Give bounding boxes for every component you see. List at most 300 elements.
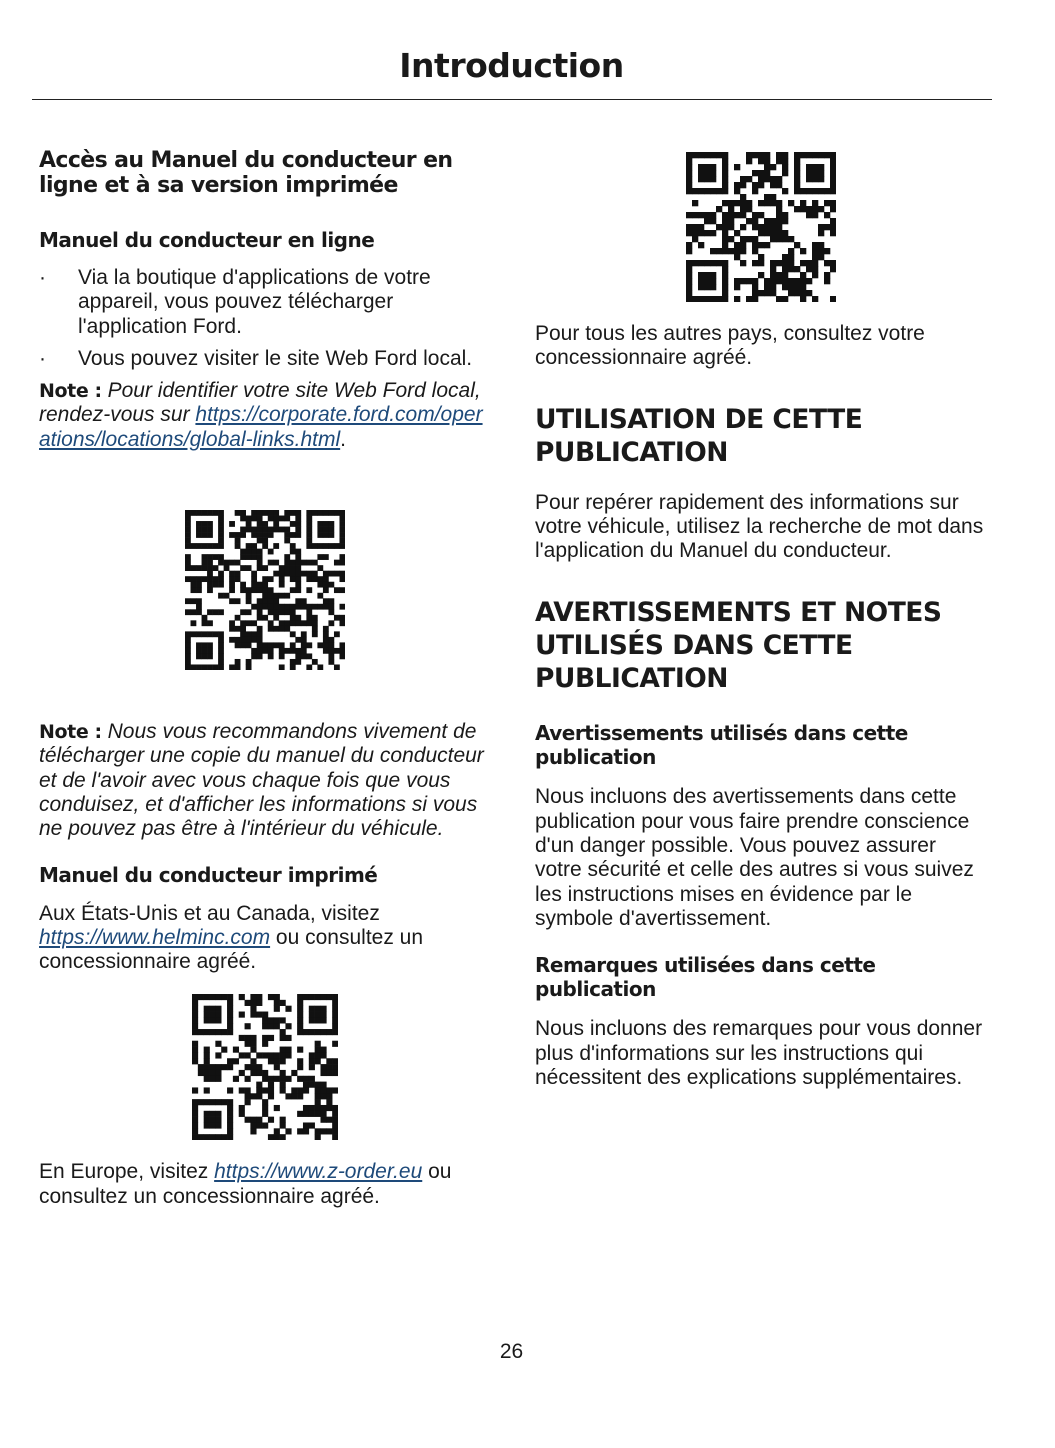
qr-module (306, 510, 312, 516)
qr-module (196, 521, 202, 527)
qr-module (295, 571, 301, 577)
qr-module (273, 609, 279, 615)
qr-module (233, 1047, 239, 1053)
qr-module (782, 212, 788, 218)
qr-module (192, 1047, 198, 1053)
qr-module (202, 620, 208, 626)
heading-warnings-notes: AVERTISSEMENTS ET NOTES UTILISÉS DANS CETTE PUBLICATION (535, 597, 942, 695)
qr-module (746, 158, 752, 164)
qr-module (306, 576, 312, 582)
qr-module (274, 1076, 280, 1082)
qr-module (284, 593, 290, 599)
qr-module (257, 560, 263, 566)
qr-module (274, 1024, 280, 1030)
qr-module (204, 1123, 210, 1129)
qr-module (704, 284, 710, 290)
qr-module (306, 527, 312, 533)
qr-module (323, 532, 329, 538)
qr-module (806, 260, 812, 266)
qr-module (794, 188, 800, 194)
qr-module (776, 224, 782, 230)
qr-module (776, 218, 782, 224)
qr-module (295, 582, 301, 588)
qr-module (233, 1076, 239, 1082)
qr-module (782, 296, 788, 302)
qr-module (285, 1129, 291, 1135)
qr-module (806, 188, 812, 194)
qr-module (192, 1024, 198, 1030)
qr-module (830, 176, 836, 182)
z-order-link[interactable]: https://www.z-order.eu (214, 1160, 423, 1184)
qr-module (722, 236, 728, 242)
qr-module (323, 521, 329, 527)
qr-module (303, 1111, 309, 1117)
qr-module (268, 587, 274, 593)
qr-module (246, 565, 252, 571)
qr-module (239, 1105, 245, 1111)
qr-code-icon (192, 994, 338, 1140)
qr-module (770, 224, 776, 230)
qr-module (830, 170, 836, 176)
qr-module (185, 609, 191, 615)
qr-module (256, 1082, 262, 1088)
qr-module (227, 1100, 233, 1106)
note-label: Note : (39, 380, 102, 403)
qr-module (326, 1059, 332, 1065)
qr-module (332, 1059, 338, 1065)
qr-module (284, 648, 290, 654)
qr-module (303, 1082, 309, 1088)
qr-module (246, 637, 252, 643)
qr-module (257, 648, 263, 654)
qr-module (782, 254, 788, 260)
qr-module (334, 648, 340, 654)
qr-module (323, 510, 329, 516)
qr-module (196, 527, 202, 533)
qr-module (257, 582, 263, 588)
qr-module (218, 527, 224, 533)
qr-module (740, 278, 746, 284)
qr-module (309, 1006, 315, 1012)
qr-module (295, 587, 301, 593)
qr-module (752, 218, 758, 224)
qr-module (213, 576, 219, 582)
qr-module (295, 615, 301, 621)
qr-module (268, 1082, 274, 1088)
qr-module (326, 1029, 332, 1035)
qr-module (185, 642, 191, 648)
qr-module (290, 543, 296, 549)
qr-module (192, 1105, 198, 1111)
qr-module (301, 560, 307, 566)
qr-module (251, 532, 257, 538)
qr-module (326, 1100, 332, 1106)
qr-module (794, 206, 800, 212)
qr-module (268, 1059, 274, 1065)
qr-module (221, 1029, 227, 1035)
qr-module (306, 665, 312, 671)
qr-module (257, 516, 263, 522)
qr-module (686, 224, 692, 230)
qr-module (196, 576, 202, 582)
qr-module (280, 1117, 286, 1123)
qr-module (290, 549, 296, 555)
qr-module (185, 648, 191, 654)
qr-module (710, 296, 716, 302)
qr-module (273, 642, 279, 648)
qr-module (218, 648, 224, 654)
qr-module (704, 278, 710, 284)
qr-module (284, 538, 290, 544)
qr-module (320, 994, 326, 1000)
qr-module (758, 170, 764, 176)
qr-module (250, 1006, 256, 1012)
qr-module (229, 532, 235, 538)
qr-module (213, 609, 219, 615)
qr-module (323, 626, 329, 632)
qr-module (830, 218, 836, 224)
qr-module (728, 218, 734, 224)
qr-module (210, 1135, 216, 1141)
qr-module (224, 560, 230, 566)
qr-module (295, 598, 301, 604)
qr-module (722, 278, 728, 284)
qr-module (686, 182, 692, 188)
qr-module (752, 212, 758, 218)
qr-module (309, 1123, 315, 1129)
qr-module (317, 642, 323, 648)
qr-module (218, 654, 224, 660)
qr-module (312, 571, 318, 577)
qr-module (812, 188, 818, 194)
qr-module (280, 1053, 286, 1059)
qr-module (290, 604, 296, 610)
qr-module (221, 1135, 227, 1141)
qr-module (315, 1059, 321, 1065)
qr-module (257, 527, 263, 533)
europe-text-before: En Europe, visitez (39, 1160, 209, 1184)
qr-module (722, 182, 728, 188)
subheading-printed-manual: Manuel du conducteur imprimé (39, 862, 378, 887)
qr-module (323, 571, 329, 577)
qr-module (315, 1094, 321, 1100)
qr-module (764, 152, 770, 158)
qr-module (317, 554, 323, 560)
qr-module (224, 565, 230, 571)
qr-module (268, 560, 274, 566)
qr-module (218, 631, 224, 637)
qr-module (207, 576, 213, 582)
qr-module (315, 1047, 321, 1053)
qr-module (290, 648, 296, 654)
qr-module (301, 654, 307, 660)
qr-module (332, 1029, 338, 1035)
qr-module (734, 200, 740, 206)
qr-module (202, 560, 208, 566)
qr-module (339, 532, 345, 538)
qr-module (239, 1070, 245, 1076)
qr-module (328, 571, 334, 577)
qr-module (758, 272, 764, 278)
qr-module (245, 1065, 251, 1071)
qr-module (309, 1059, 315, 1065)
qr-module (698, 242, 704, 248)
qr-module (818, 230, 824, 236)
qr-module (257, 642, 263, 648)
helminc-link[interactable]: https://www.helminc.com (39, 925, 271, 949)
qr-module (210, 1117, 216, 1123)
qr-module (204, 1100, 210, 1106)
qr-module (235, 626, 241, 632)
other-countries-text: Pour tous les autres pays, consultez votre concessionnaire agréé. (535, 322, 925, 370)
qr-module (303, 1029, 309, 1035)
qr-module (227, 1006, 233, 1012)
section-heading-access: Accès au Manuel du conducteur en ligne et à sa version imprimée (39, 148, 453, 198)
qr-module (704, 212, 710, 218)
qr-module (284, 554, 290, 560)
qr-module (191, 582, 197, 588)
qr-module (246, 620, 252, 626)
qr-module (320, 1088, 326, 1094)
qr-module (312, 631, 318, 637)
qr-module (204, 1070, 210, 1076)
qr-module (204, 1076, 210, 1082)
note-text: Nous vous recommandons vivement de télécharger une copie du manuel du conducteur et de l'avoir avec vous chaque fois que vous conduisez, et d'afficher les informations si vous ne pouvez pas être à l'intérieur du véhicule. (39, 720, 484, 841)
qr-module (824, 212, 830, 218)
qr-module (752, 296, 758, 302)
qr-module (229, 576, 235, 582)
qr-module (245, 1076, 251, 1082)
qr-module (213, 665, 219, 671)
qr-module (227, 1024, 233, 1030)
qr-module (262, 1018, 268, 1024)
qr-module (818, 206, 824, 212)
qr-module (239, 1012, 245, 1018)
qr-module (235, 532, 241, 538)
qr-code-online-container (39, 510, 491, 670)
qr-module (213, 631, 219, 637)
qr-module (262, 1076, 268, 1082)
qr-module (204, 1012, 210, 1018)
qr-module (752, 278, 758, 284)
qr-module (323, 631, 329, 637)
qr-module (758, 224, 764, 230)
qr-module (740, 206, 746, 212)
qr-module (746, 296, 752, 302)
qr-module (315, 1100, 321, 1106)
qr-module (273, 516, 279, 522)
qr-module (246, 527, 252, 533)
qr-module (794, 284, 800, 290)
qr-module (734, 248, 740, 254)
qr-module (328, 620, 334, 626)
qr-module (806, 164, 812, 170)
qr-module (339, 538, 345, 544)
qr-module (734, 164, 740, 170)
qr-module (312, 510, 318, 516)
qr-module (320, 1065, 326, 1071)
qr-module (303, 1129, 309, 1135)
qr-module (794, 158, 800, 164)
qr-module (328, 521, 334, 527)
qr-module (185, 521, 191, 527)
qr-module (279, 648, 285, 654)
qr-module (746, 236, 752, 242)
qr-module (196, 654, 202, 660)
qr-module (196, 543, 202, 549)
qr-module (776, 158, 782, 164)
qr-module (279, 527, 285, 533)
qr-module (191, 543, 197, 549)
qr-module (256, 1070, 262, 1076)
qr-module (309, 994, 315, 1000)
qr-module (235, 637, 241, 643)
qr-module (320, 1053, 326, 1059)
qr-module (280, 1029, 286, 1035)
qr-module (198, 1100, 204, 1106)
qr-module (262, 604, 268, 610)
qr-module (800, 278, 806, 284)
qr-module (284, 510, 290, 516)
qr-module (210, 1065, 216, 1071)
qr-module (334, 587, 340, 593)
printed-manual-text (39, 902, 491, 975)
qr-module (218, 543, 224, 549)
qr-module (204, 1135, 210, 1141)
qr-module (274, 1129, 280, 1135)
qr-module (279, 626, 285, 632)
page-title: Introduction (399, 46, 624, 85)
qr-module (229, 598, 235, 604)
qr-module (192, 1012, 198, 1018)
qr-module (295, 554, 301, 560)
qr-module (218, 538, 224, 544)
qr-module (204, 1018, 210, 1024)
qr-module (806, 152, 812, 158)
qr-module (782, 272, 788, 278)
qr-module (317, 604, 323, 610)
qr-module (250, 1000, 256, 1006)
qr-module (290, 532, 296, 538)
qr-module (323, 582, 329, 588)
qr-module (192, 1059, 198, 1065)
qr-module (317, 532, 323, 538)
qr-module (218, 637, 224, 643)
qr-module (770, 260, 776, 266)
qr-module (722, 164, 728, 170)
qr-module (323, 642, 329, 648)
qr-module (227, 994, 233, 1000)
qr-module (339, 571, 345, 577)
qr-module (824, 224, 830, 230)
qr-module (710, 284, 716, 290)
qr-module (818, 254, 824, 260)
qr-module (250, 1094, 256, 1100)
qr-module (192, 1100, 198, 1106)
qr-module (204, 994, 210, 1000)
qr-module (746, 218, 752, 224)
qr-module (320, 1105, 326, 1111)
qr-module (297, 1088, 303, 1094)
qr-module (306, 543, 312, 549)
qr-module (332, 1000, 338, 1006)
qr-module (788, 284, 794, 290)
qr-module (227, 1123, 233, 1129)
qr-module (830, 266, 836, 272)
qr-module (776, 182, 782, 188)
qr-module (268, 1094, 274, 1100)
qr-module (215, 1076, 221, 1082)
qr-module (722, 200, 728, 206)
qr-module (273, 510, 279, 516)
qr-module (295, 510, 301, 516)
qr-module (704, 164, 710, 170)
qr-module (240, 587, 246, 593)
qr-module (830, 188, 836, 194)
qr-module (306, 642, 312, 648)
qr-module (250, 1035, 256, 1041)
qr-module (770, 278, 776, 284)
qr-module (812, 272, 818, 278)
qr-module (752, 290, 758, 296)
qr-module (268, 626, 274, 632)
qr-module (251, 648, 257, 654)
qr-module (782, 164, 788, 170)
qr-module (268, 1088, 274, 1094)
qr-module (297, 1059, 303, 1065)
qr-module (752, 188, 758, 194)
qr-module (328, 532, 334, 538)
qr-module (218, 554, 224, 560)
qr-module (285, 1094, 291, 1100)
qr-module (818, 170, 824, 176)
qr-module (280, 1070, 286, 1076)
qr-module (686, 152, 692, 158)
qr-module (722, 170, 728, 176)
qr-module (323, 637, 329, 643)
qr-module (207, 665, 213, 671)
qr-module (818, 188, 824, 194)
qr-module (332, 994, 338, 1000)
qr-module (303, 1123, 309, 1129)
qr-module (215, 1029, 221, 1035)
qr-module (210, 1018, 216, 1024)
qr-module (315, 1111, 321, 1117)
qr-module (800, 272, 806, 278)
qr-module (291, 1094, 297, 1100)
qr-module (185, 598, 191, 604)
qr-module (339, 604, 345, 610)
qr-module (268, 516, 274, 522)
global-links-link[interactable]: https://corporate.ford.com/operations/locations/global-links.html (39, 403, 483, 451)
qr-module (782, 218, 788, 224)
qr-module (764, 218, 770, 224)
qr-module (202, 631, 208, 637)
qr-module (192, 1111, 198, 1117)
qr-module (213, 565, 219, 571)
qr-module (229, 560, 235, 566)
qr-module (794, 152, 800, 158)
qr-module (800, 200, 806, 206)
qr-module (312, 543, 318, 549)
qr-module (764, 170, 770, 176)
qr-module (268, 620, 274, 626)
qr-module (191, 631, 197, 637)
qr-module (290, 521, 296, 527)
qr-module (830, 164, 836, 170)
qr-module (273, 571, 279, 577)
qr-module (339, 576, 345, 582)
